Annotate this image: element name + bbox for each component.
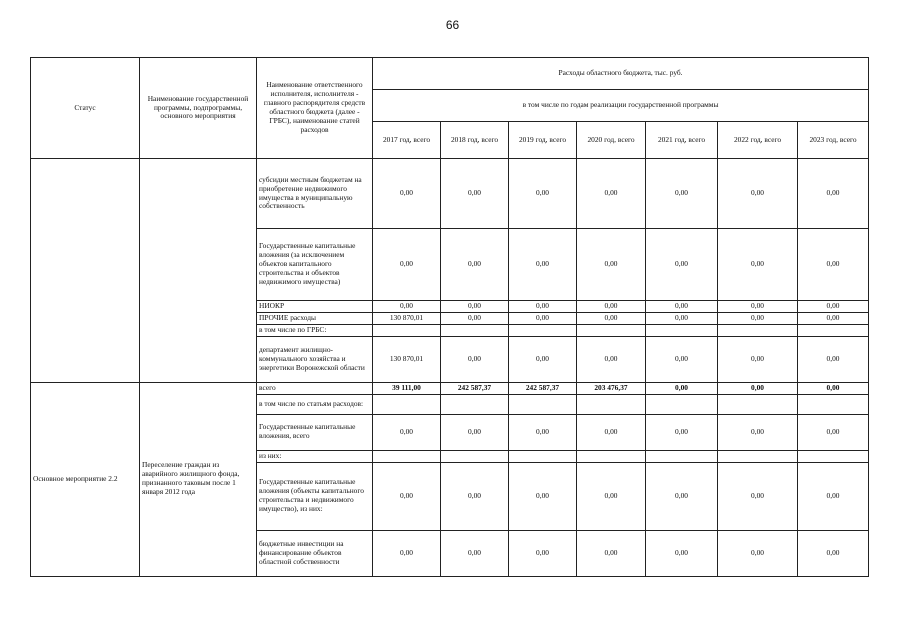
- section-program: Переселение граждан из аварийного жилищного фонда, признанного таковым после 1 января 2012 года: [140, 382, 257, 576]
- value-cell: 0,00: [798, 229, 869, 301]
- row-label: Государственные капитальные вложения (за исключением объектов капитального строительства и объектов недвижимого имущества): [257, 229, 373, 301]
- header-year: 2022 год, всего: [718, 122, 798, 159]
- row-label: НИОКР: [257, 301, 373, 313]
- header-executor: Наименование ответственного исполнителя, исполнителя - главного распорядителя средств областного бюджета (далее - ГРБС), наименование статей расходов: [257, 58, 373, 159]
- value-cell: 0,00: [441, 229, 509, 301]
- value-cell: 130 870,01: [373, 336, 441, 382]
- header-year: 2020 год, всего: [577, 122, 646, 159]
- value-cell: 0,00: [577, 462, 646, 530]
- value-cell: 0,00: [798, 462, 869, 530]
- value-cell: 0,00: [509, 312, 577, 324]
- value-cell: 0,00: [577, 414, 646, 450]
- row-label: в том числе по ГРБС:: [257, 324, 373, 336]
- value-cell: 0,00: [646, 462, 718, 530]
- value-cell: 0,00: [373, 229, 441, 301]
- value-cell: 0,00: [718, 159, 798, 229]
- value-cell: 0,00: [441, 414, 509, 450]
- header-program: Наименование государственной программы, подпрограммы, основного мероприятия: [140, 58, 257, 159]
- status-cell-empty: [31, 159, 140, 383]
- value-cell: 0,00: [373, 462, 441, 530]
- header-year: 2021 год, всего: [646, 122, 718, 159]
- value-cell: 0,00: [646, 414, 718, 450]
- value-cell: 0,00: [718, 312, 798, 324]
- value-cell: 0,00: [798, 414, 869, 450]
- row-label: ПРОЧИЕ расходы: [257, 312, 373, 324]
- value-cell: 0,00: [441, 462, 509, 530]
- value-cell: 0,00: [798, 312, 869, 324]
- value-cell: 0,00: [509, 530, 577, 576]
- value-cell: 203 476,37: [577, 382, 646, 394]
- value-cell: 0,00: [509, 414, 577, 450]
- row-label: бюджетные инвестиции на финансирование объектов областной собственности: [257, 530, 373, 576]
- value-cell: 39 111,00: [373, 382, 441, 394]
- value-cell: 0,00: [718, 382, 798, 394]
- row-label: в том числе по статьям расходов:: [257, 394, 373, 414]
- row-label: Государственные капитальные вложения (объекты капитального строительства и недвижимого имущество), из них:: [257, 462, 373, 530]
- header-year: 2017 год, всего: [373, 122, 441, 159]
- value-cell: 0,00: [577, 312, 646, 324]
- value-cell: 0,00: [509, 462, 577, 530]
- value-cell: 0,00: [509, 336, 577, 382]
- value-cell: 0,00: [798, 336, 869, 382]
- header-year: 2018 год, всего: [441, 122, 509, 159]
- value-cell: 0,00: [577, 301, 646, 313]
- row-label: департамент жилищно-коммунального хозяйства и энергетики Воронежской области: [257, 336, 373, 382]
- budget-table: [30, 57, 869, 577]
- value-cell: 0,00: [509, 159, 577, 229]
- value-cell: 0,00: [646, 312, 718, 324]
- value-cell: 0,00: [718, 530, 798, 576]
- row-label: всего: [257, 382, 373, 394]
- value-cell: 0,00: [509, 229, 577, 301]
- value-cell: 242 587,37: [509, 382, 577, 394]
- row-label: из них:: [257, 450, 373, 462]
- value-cell: 0,00: [798, 159, 869, 229]
- value-cell: 0,00: [577, 159, 646, 229]
- value-cell: 130 870,01: [373, 312, 441, 324]
- table-row: [31, 159, 869, 229]
- value-cell: 0,00: [646, 382, 718, 394]
- value-cell: 0,00: [718, 301, 798, 313]
- value-cell: 0,00: [373, 414, 441, 450]
- header-year: 2019 год, всего: [509, 122, 577, 159]
- section-status: Основное мероприятие 2.2: [31, 382, 140, 576]
- header-year: 2023 год, всего: [798, 122, 869, 159]
- value-cell: 0,00: [441, 530, 509, 576]
- value-cell: 0,00: [509, 301, 577, 313]
- value-cell: 0,00: [373, 530, 441, 576]
- value-cell: 0,00: [646, 229, 718, 301]
- value-cell: 0,00: [646, 159, 718, 229]
- value-cell: 0,00: [798, 382, 869, 394]
- header-by-years: в том числе по годам реализации государственной программы: [373, 90, 869, 122]
- row-label: Государственные капитальные вложения, всего: [257, 414, 373, 450]
- value-cell: 0,00: [577, 530, 646, 576]
- value-cell: 0,00: [718, 229, 798, 301]
- header-expenses: Расходы областного бюджета, тыс. руб.: [373, 58, 869, 90]
- value-cell: 0,00: [646, 301, 718, 313]
- value-cell: 0,00: [441, 159, 509, 229]
- value-cell: 0,00: [441, 336, 509, 382]
- value-cell: 0,00: [373, 301, 441, 313]
- program-cell-empty: [140, 159, 257, 383]
- page-number: 66: [445, 18, 460, 32]
- value-cell: 0,00: [718, 462, 798, 530]
- value-cell: 0,00: [577, 229, 646, 301]
- value-cell: 0,00: [718, 336, 798, 382]
- value-cell: 0,00: [646, 336, 718, 382]
- header-status: Статус: [31, 58, 140, 159]
- value-cell: 0,00: [373, 159, 441, 229]
- value-cell: 0,00: [441, 312, 509, 324]
- table-row: [31, 382, 869, 394]
- row-label: субсидии местным бюджетам на приобретение недвижимого имущества в муниципальную собственность: [257, 159, 373, 229]
- value-cell: 0,00: [441, 301, 509, 313]
- value-cell: 0,00: [798, 301, 869, 313]
- value-cell: 242 587,37: [441, 382, 509, 394]
- value-cell: 0,00: [646, 530, 718, 576]
- value-cell: 0,00: [718, 414, 798, 450]
- value-cell: 0,00: [798, 530, 869, 576]
- value-cell: 0,00: [577, 336, 646, 382]
